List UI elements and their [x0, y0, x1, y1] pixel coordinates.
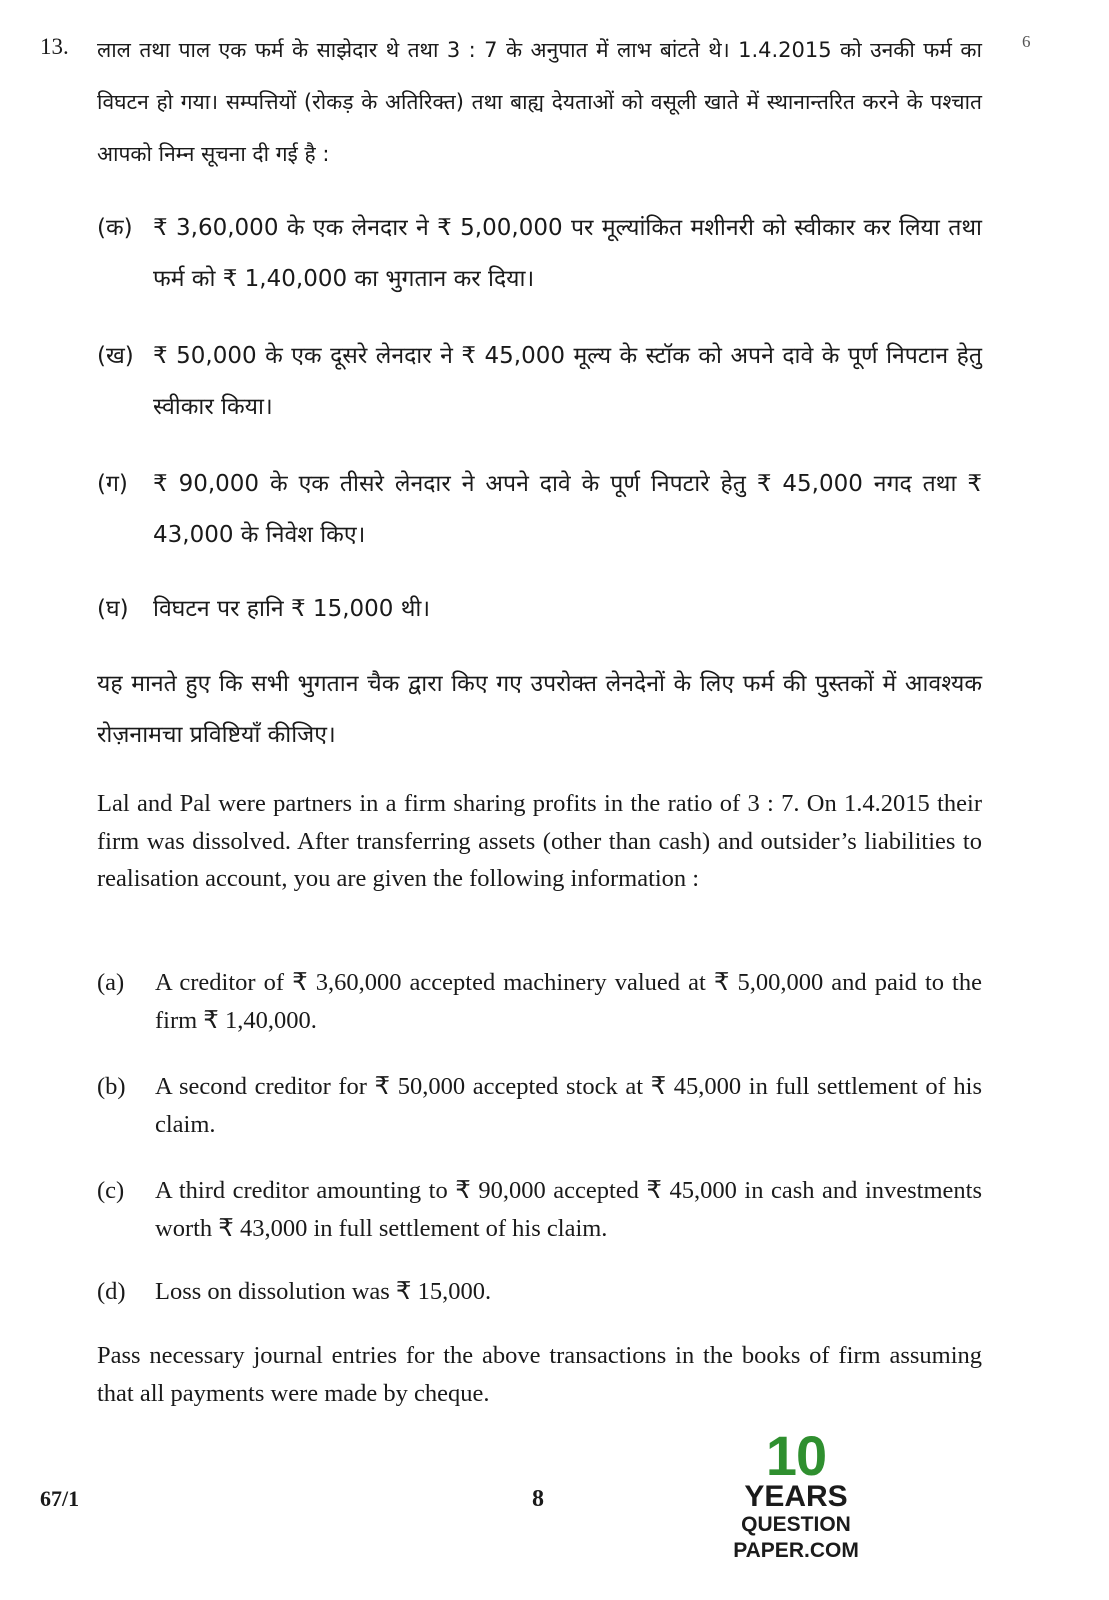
english-item-d — [97, 1273, 982, 1311]
hindi-item-label: (ख) — [97, 343, 134, 369]
hindi-item-text: ₹ 50,000 के एक दूसरे लेनदार ने ₹ 45,000 मूल्य के स्टॉक को अपने दावे के पूर्ण निपटान हेतु स्वीकार किया। — [153, 343, 982, 420]
logo-number: 10 — [765, 1424, 827, 1487]
english-item-label: (c) — [97, 1177, 125, 1204]
hindi-item-gha — [97, 584, 982, 635]
question-marks: 6 — [1022, 32, 1031, 51]
english-item-text: A creditor of ₹ 3,60,000 accepted machinery valued at ₹ 5,00,000 and paid to the firm ₹ 1,40,000. — [155, 969, 982, 1034]
hindi-item-label: (ग) — [97, 471, 128, 497]
hindi-item-label: (क) — [97, 215, 133, 241]
hindi-item-label: (घ) — [97, 596, 129, 622]
hindi-item-text: ₹ 90,000 के एक तीसरे लेनदार ने अपने दावे के पूर्ण निपटारे हेतु ₹ 45,000 नगद तथा ₹ 43,000 के निवेश किए। — [153, 471, 982, 548]
english-item-c — [97, 1172, 982, 1247]
logo-years: YEARS — [744, 1480, 848, 1513]
english-item-label: (d) — [97, 1278, 126, 1305]
logo-site-name: QUESTION PAPER.COM — [733, 1513, 859, 1562]
site-logo — [676, 1424, 916, 1562]
english-item-b — [97, 1068, 982, 1143]
english-item-text: Loss on dissolution was ₹ 15,000. — [155, 1278, 492, 1305]
hindi-item-kha — [97, 331, 982, 433]
english-item-label: (a) — [97, 969, 125, 996]
hindi-outro-text: यह मानते हुए कि सभी भुगतान चैक द्वारा किए गए उपरोक्त लेनदेनों के लिए फर्म की पुस्तकों में आवश्यक रोज़नामचा प्रविष्टियाँ कीजिए। — [97, 671, 982, 748]
hindi-outro-paragraph — [97, 659, 982, 761]
question-number: 13. — [40, 34, 69, 59]
hindi-item-text: ₹ 3,60,000 के एक लेनदार ने ₹ 5,00,000 पर मूल्यांकित मशीनरी को स्वीकार कर लिया तथा फर्म को ₹ 1,40,000 का भुगतान कर दिया। — [153, 215, 982, 292]
english-item-label: (b) — [97, 1073, 126, 1100]
english-item-a — [97, 964, 982, 1039]
hindi-intro-paragraph: लाल तथा पाल एक फर्म के साझेदार थे तथा 3 : 7 के अनुपात में लाभ बांटते थे। 1.4.2015 को उनकी फर्म का विघटन हो गया। सम्पत्तियों (रोकड़ के अतिरिक्त) तथा बाह्य देयताओं को वसूली खाते में स्थानान्तरित करने के पश्चात आपको निम्न सूचना दी गई है : — [97, 38, 982, 166]
hindi-item-ka — [97, 203, 982, 305]
english-intro-paragraph: Lal and Pal were partners in a firm sharing profits in the ratio of 3 : 7. On 1.4.2015 their firm was dissolved. After transferring assets (other than cash) and outsider’s liabilities to realisation account, you are given the following information : — [97, 790, 982, 892]
hindi-item-ga — [97, 459, 982, 561]
paper-code: 67/1 — [40, 1486, 80, 1511]
english-item-text: A third creditor amounting to ₹ 90,000 accepted ₹ 45,000 in cash and investments worth ₹ 43,000 in full settlement of his claim. — [155, 1177, 982, 1242]
english-item-text: A second creditor for ₹ 50,000 accepted stock at ₹ 45,000 in full settlement of his claim. — [155, 1073, 982, 1138]
hindi-item-text: विघटन पर हानि ₹ 15,000 थी। — [153, 596, 431, 622]
english-outro-paragraph: Pass necessary journal entries for the above transactions in the books of firm assuming that all payments were made by cheque. — [97, 1342, 982, 1407]
page-number: 8 — [532, 1486, 544, 1512]
